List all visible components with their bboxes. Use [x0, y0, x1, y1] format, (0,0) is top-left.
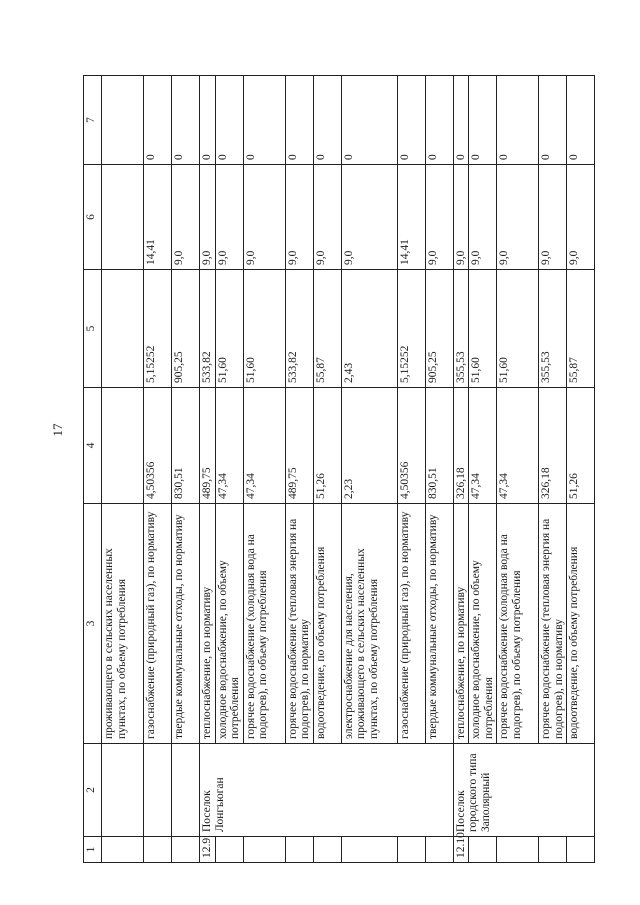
- row-number: [243, 837, 285, 863]
- column-header-3: 3: [84, 504, 102, 744]
- value-col-7: 0: [469, 76, 497, 165]
- value-col-7: 0: [200, 76, 216, 165]
- value-col-5: 355,53: [453, 270, 469, 388]
- service-name: газоснабжение (природный газ), по нормативу: [144, 504, 172, 744]
- value-col-4: 326,18: [453, 388, 469, 504]
- service-name: горячее водоснабжение (тепловая энергия на подогрев), по нормативу: [285, 504, 313, 744]
- settlement-name: [172, 744, 200, 837]
- table-row: [144, 76, 172, 863]
- value-col-4: 47,34: [215, 388, 243, 504]
- value-col-7: 0: [397, 76, 425, 165]
- value-col-5: 533,82: [285, 270, 313, 388]
- row-number: [341, 837, 397, 863]
- value-col-4: 489,75: [200, 388, 216, 504]
- value-col-5: 355,53: [539, 270, 567, 388]
- value-col-5: [102, 270, 144, 388]
- settlement-name: [144, 744, 172, 837]
- value-col-7: 0: [425, 76, 453, 165]
- value-col-4: 47,34: [469, 388, 497, 504]
- table-row: [200, 76, 216, 863]
- value-col-5: 51,60: [215, 270, 243, 388]
- settlement-name: [102, 744, 144, 837]
- row-number: [397, 837, 425, 863]
- value-col-6: 9,0: [567, 165, 595, 270]
- column-header-7: 7: [84, 76, 102, 165]
- row-number: [144, 837, 172, 863]
- column-header-5: 5: [84, 270, 102, 388]
- value-col-4: 51,26: [567, 388, 595, 504]
- value-col-6: 9,0: [341, 165, 397, 270]
- rotated-table-container: [83, 76, 580, 863]
- value-col-4: 830,51: [172, 388, 200, 504]
- value-col-7: 0: [215, 76, 243, 165]
- value-col-7: 0: [313, 76, 341, 165]
- value-col-6: 14,41: [144, 165, 172, 270]
- value-col-6: 9,0: [497, 165, 539, 270]
- tariff-table: [83, 75, 595, 863]
- value-col-5: 51,60: [243, 270, 285, 388]
- value-col-6: 9,0: [172, 165, 200, 270]
- service-name: горячее водоснабжение (холодная вода на подогрев), по объему потребления: [243, 504, 285, 744]
- service-name: газоснабжение (природный газ), по нормативу: [397, 504, 425, 744]
- service-name: твердые коммунальные отходы, по нормативу: [425, 504, 453, 744]
- service-name: горячее водоснабжение (холодная вода на подогрев), по объему потребления: [497, 504, 539, 744]
- row-number: [313, 837, 341, 863]
- value-col-5: 5,15252: [397, 270, 425, 388]
- service-name: теплоснабжение, по нормативу: [453, 504, 469, 744]
- value-col-6: 9,0: [200, 165, 216, 270]
- table-row: [172, 76, 200, 863]
- value-col-7: 0: [453, 76, 469, 165]
- value-col-5: 51,60: [469, 270, 497, 388]
- value-col-4: 4,50356: [397, 388, 425, 504]
- value-col-4: 2,23: [341, 388, 397, 504]
- value-col-5: 905,25: [172, 270, 200, 388]
- row-number: 12.9.: [200, 837, 216, 863]
- value-col-7: 0: [243, 76, 285, 165]
- row-number: 12.10.: [453, 837, 469, 863]
- value-col-5: 2,43: [341, 270, 397, 388]
- value-col-6: 9,0: [453, 165, 469, 270]
- value-col-7: 0: [497, 76, 539, 165]
- value-col-7: 0: [539, 76, 567, 165]
- value-col-6: 14,41: [397, 165, 425, 270]
- value-col-6: 9,0: [425, 165, 453, 270]
- value-col-6: [102, 165, 144, 270]
- row-number: [215, 837, 243, 863]
- settlement-name: Поселок городского типа Заполярный: [453, 744, 595, 837]
- value-col-6: 9,0: [313, 165, 341, 270]
- value-col-7: 0: [144, 76, 172, 165]
- value-col-5: 55,87: [313, 270, 341, 388]
- value-col-7: 0: [285, 76, 313, 165]
- value-col-6: 9,0: [215, 165, 243, 270]
- settlement-name: Поселок Лонгъюган: [200, 744, 454, 837]
- value-col-4: 489,75: [285, 388, 313, 504]
- row-number: [172, 837, 200, 863]
- value-col-6: 9,0: [469, 165, 497, 270]
- row-number: [285, 837, 313, 863]
- service-name: водоотведение, по объему потребления: [567, 504, 595, 744]
- service-name: твердые коммунальные отходы, по нормативу: [172, 504, 200, 744]
- column-header-1: 1: [84, 837, 102, 863]
- column-header-4: 4: [84, 388, 102, 504]
- value-col-4: 47,34: [497, 388, 539, 504]
- column-header-2: 2: [84, 744, 102, 837]
- value-col-5: 5,15252: [144, 270, 172, 388]
- page-number: 17: [50, 423, 65, 437]
- service-name: проживающего в сельских населенных пунктах, по объему потребления: [102, 504, 144, 744]
- service-name: горячее водоснабжение (тепловая энергия на подогрев), по нормативу: [539, 504, 567, 744]
- row-number: [497, 837, 539, 863]
- service-name: теплоснабжение, по нормативу: [200, 504, 216, 744]
- service-name: холодное водоснабжение, по объему потребления: [215, 504, 243, 744]
- value-col-5: 51,60: [497, 270, 539, 388]
- value-col-5: 533,82: [200, 270, 216, 388]
- value-col-4: 4,50356: [144, 388, 172, 504]
- row-number: [469, 837, 497, 863]
- row-number: [567, 837, 595, 863]
- service-name: холодное водоснабжение, по объему потребления: [469, 504, 497, 744]
- value-col-4: 47,34: [243, 388, 285, 504]
- value-col-4: 326,18: [539, 388, 567, 504]
- value-col-6: 9,0: [285, 165, 313, 270]
- table-row: [102, 76, 144, 863]
- value-col-7: [102, 76, 144, 165]
- value-col-4: 51,26: [313, 388, 341, 504]
- column-header-6: 6: [84, 165, 102, 270]
- value-col-7: 0: [172, 76, 200, 165]
- row-number: [539, 837, 567, 863]
- table-row: [453, 76, 469, 863]
- value-col-4: 830,51: [425, 388, 453, 504]
- value-col-7: 0: [341, 76, 397, 165]
- value-col-7: 0: [567, 76, 595, 165]
- header-row: [84, 76, 102, 863]
- value-col-5: 55,87: [567, 270, 595, 388]
- service-name: электроснабжение для населения, проживающего в сельских населенных пунктах, по объему потребления: [341, 504, 397, 744]
- value-col-6: 9,0: [243, 165, 285, 270]
- value-col-4: [102, 388, 144, 504]
- value-col-6: 9,0: [539, 165, 567, 270]
- value-col-5: 905,25: [425, 270, 453, 388]
- row-number: [102, 837, 144, 863]
- service-name: водоотведение, по объему потребления: [313, 504, 341, 744]
- row-number: [425, 837, 453, 863]
